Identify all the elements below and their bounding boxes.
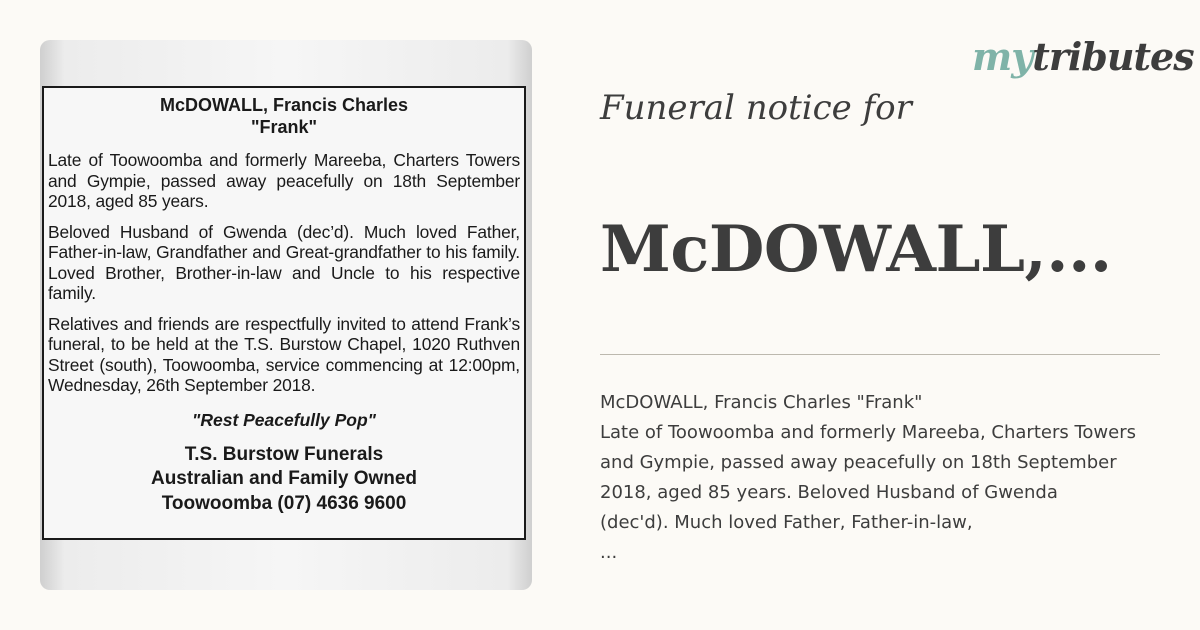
excerpt-line: McDOWALL, Francis Charles "Frank": [600, 392, 923, 413]
funeral-notice-clipping: [42, 86, 526, 540]
excerpt-line: 2018, aged 85 years. Beloved Husband of Gwenda: [600, 482, 1058, 503]
notice-paragraph-3: Relatives and friends are respectfully invited to attend Frank’s funeral, to be held at the T.S. Burstow Chapel, 1020 Ruthven Street (south), Toowoomba, service commencing at 12:00pm, Wednesday, 26th September 2018.: [48, 313, 520, 395]
funeral-director-tagline: Australian and Family Owned: [150, 468, 418, 489]
notice-image-card: [40, 40, 532, 590]
notice-quote: "Rest Peacefully Pop": [192, 409, 376, 430]
notice-paragraph-2: Beloved Husband of Gwenda (dec’d). Much loved Father, Father-in-law, Grandfather and Great-grandfather to his family. Loved Brother, Brother-in-law and Uncle to his respective family.: [48, 221, 520, 303]
notice-nickname: "Frank": [250, 117, 318, 137]
funeral-director-phone: Toowoomba (07) 4636 9600: [161, 492, 407, 514]
page-title: McDOWALL,...: [600, 212, 1112, 287]
notice-paragraph-1: Late of Toowoomba and formerly Mareeba, Charters Towers and Gympie, passed away peacefully on 18th September 2018, aged 85 years.: [48, 150, 520, 211]
logo-part-tributes: tributes: [1032, 34, 1194, 79]
funeral-director-name: T.S. Burstow Funerals: [184, 443, 384, 465]
mytributes-logo[interactable]: [972, 34, 1194, 79]
logo-part-my: my: [972, 34, 1033, 79]
divider: [600, 354, 1160, 355]
excerpt-line: Late of Toowoomba and formerly Mareeba, Charters Towers: [600, 422, 1136, 443]
notice-footer: [48, 443, 520, 517]
excerpt-line: (dec'd). Much loved Father, Father-in-law,: [600, 512, 973, 533]
excerpt-ellipsis: ...: [600, 542, 618, 563]
excerpt-line: and Gympie, passed away peacefully on 18th September: [600, 452, 1117, 473]
page-subtitle: Funeral notice for: [600, 88, 912, 128]
notice-name-line: McDOWALL, Francis Charles: [159, 95, 409, 115]
notice-excerpt: [600, 388, 1200, 568]
